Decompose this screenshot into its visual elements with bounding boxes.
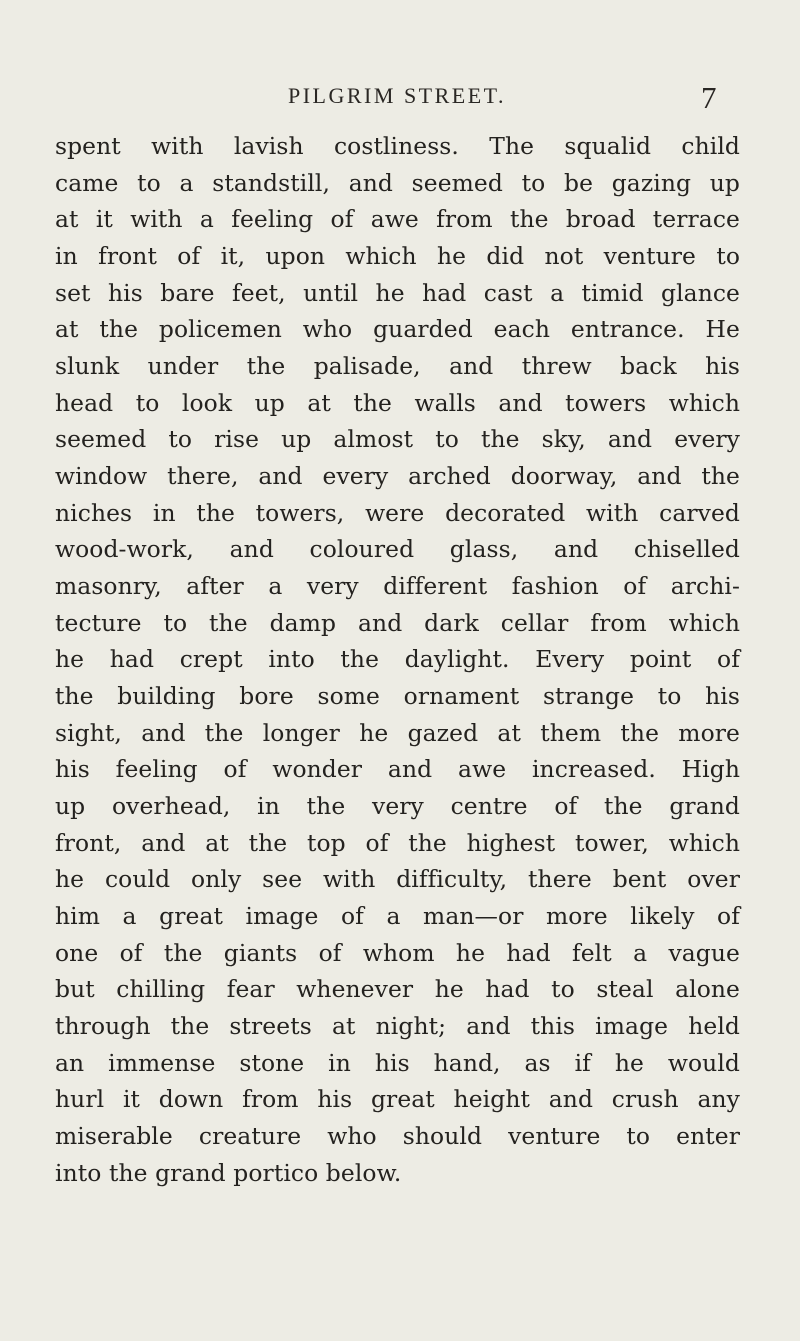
text-line: slunk under the palisade, and threw back his: [55, 352, 740, 381]
text-line: but chilling fear whenever he had to steal alone: [55, 975, 740, 1004]
text-line: masonry, after a very different fashion of archi-: [55, 572, 740, 601]
text-line: an immense stone in his hand, as if he would: [55, 1048, 740, 1077]
body-text: [55, 128, 740, 1191]
text-line: he could only see with difficulty, there bent over: [55, 865, 740, 894]
text-line: spent with lavish costliness. The squalid child: [55, 132, 740, 160]
text-line: at the policemen who guarded each entrance. He: [55, 315, 740, 344]
text-line: at it with a feeling of awe from the broad terrace: [55, 205, 740, 234]
text-line: window there, and every arched doorway, and the: [55, 462, 740, 491]
text-line: up overhead, in the very centre of the grand: [55, 792, 740, 821]
text-line: miserable creature who should venture to enter: [55, 1122, 740, 1151]
text-line: through the streets at night; and this image held: [55, 1012, 740, 1041]
text-line: into the grand portico below.: [55, 1158, 402, 1187]
text-line: the building bore some ornament strange to his: [55, 682, 740, 711]
text-line: seemed to rise up almost to the sky, and every: [55, 425, 740, 454]
text-line: he had crept into the daylight. Every point of: [55, 645, 740, 674]
text-line: wood-work, and coloured glass, and chiselled: [55, 535, 740, 564]
text-line: one of the giants of whom he had felt a vague: [55, 938, 740, 967]
text-line: set his bare feet, until he had cast a timid glance: [55, 278, 740, 307]
running-title: PILGRIM STREET.: [288, 83, 506, 108]
text-line: his feeling of wonder and awe increased. High: [55, 755, 740, 784]
text-line: tecture to the damp and dark cellar from which: [55, 608, 740, 637]
text-line: niches in the towers, were decorated with carved: [55, 498, 740, 527]
text-line: came to a standstill, and seemed to be gazing up: [55, 168, 740, 197]
text-line: hurl it down from his great height and crush any: [55, 1085, 740, 1114]
text-line: sight, and the longer he gazed at them the more: [55, 718, 740, 747]
page-header: [0, 80, 800, 123]
text-line: head to look up at the walls and towers which: [55, 388, 740, 417]
text-line: him a great image of a man—or more likely of: [55, 902, 740, 931]
page-number: 7: [701, 80, 717, 115]
text-line: front, and at the top of the highest tower, which: [55, 828, 740, 857]
text-line: in front of it, upon which he did not venture to: [55, 242, 740, 271]
